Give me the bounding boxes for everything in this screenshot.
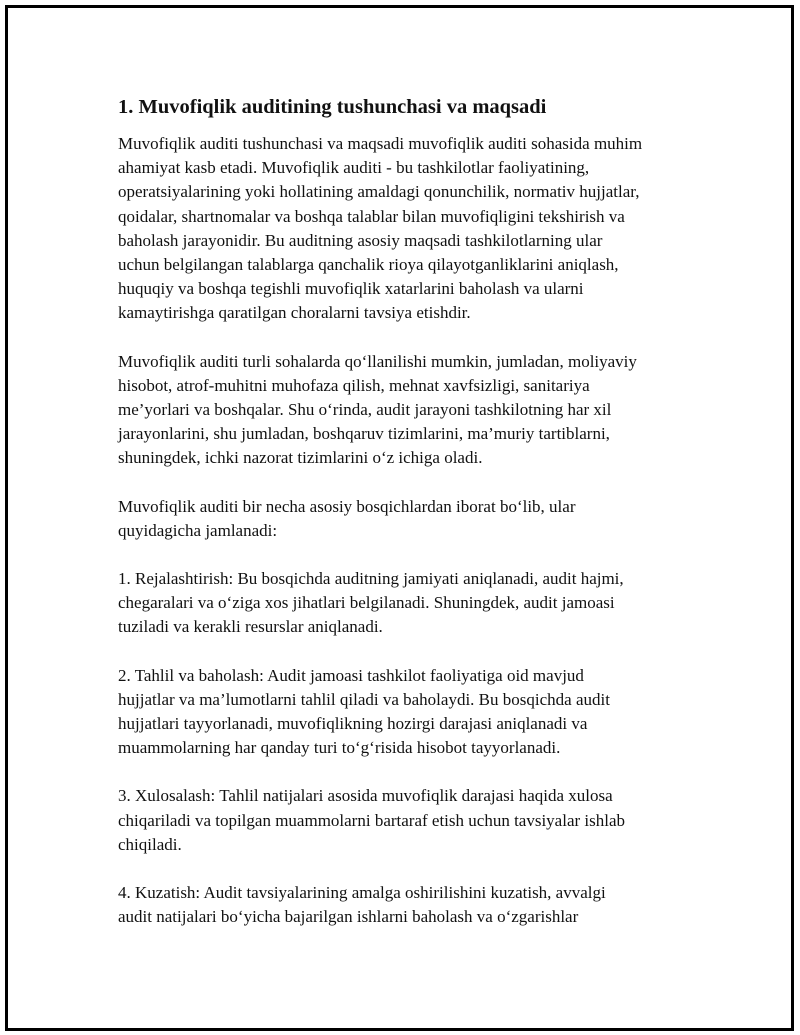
- text-line: audit natijalari bo‘yicha bajarilgan ishlarni baholash va o‘zgarishlar: [118, 907, 579, 927]
- text-line: qoidalar, shartnomalar va boshqa talablar bilan muvofiqligini tekshirish va: [118, 206, 625, 226]
- text-line: tuziladi va kerakli resurslar aniqlanadi.: [118, 617, 383, 637]
- text-line: 4. Kuzatish: Audit tavsiyalarining amalga oshirilishini kuzatish, avvalgi: [118, 883, 606, 903]
- text-line: Muvofiqlik auditi turli sohalarda qo‘llanilishi mumkin, jumladan, moliyaviy: [118, 351, 637, 371]
- text-line: hisobot, atrof-muhitni muhofaza qilish, mehnat xavfsizligi, sanitariya: [118, 375, 590, 395]
- text-line: shuningdek, ichki nazorat tizimlarini o‘z ichiga oladi.: [118, 448, 483, 468]
- list-item-planning: [118, 567, 698, 640]
- list-item-analysis: [118, 664, 698, 761]
- section-heading: 1. Muvofiqlik auditining tushunchasi va maqsadi: [118, 96, 547, 118]
- text-line: 1. Rejalashtirish: Bu bosqichda auditning jamiyati aniqlanadi, audit hajmi,: [118, 569, 624, 589]
- text-line: chegaralari va o‘ziga xos jihatlari belgilanadi. Shuningdek, audit jamoasi: [118, 593, 615, 613]
- text-line: chiqariladi va topilgan muammolarni bartaraf etish uchun tavsiyalar ishlab: [118, 810, 626, 830]
- text-line: ahamiyat kasb etadi. Muvofiqlik auditi - bu tashkilotlar faoliyatining,: [118, 158, 590, 178]
- text-line: me’yorlari va boshqalar. Shu o‘rinda, audit jarayoni tashkilotning har xil: [118, 400, 612, 420]
- paragraph-application-areas: [118, 350, 698, 471]
- text-line: Muvofiqlik auditi tushunchasi va maqsadi muvofiqlik auditi sohasida muhim: [118, 134, 643, 153]
- text-line: huquqiy va boshqa tegishli muvofiqlik xatarlarini baholash va ularni: [118, 279, 584, 299]
- text-line: quyidagicha jamlanadi:: [118, 520, 278, 540]
- text-line: operatsiyalarining yoki hollatining amaldagi qonunchilik, normativ hujjatlar,: [118, 182, 640, 202]
- text-line: jarayonlarini, shu jumladan, boshqaruv tizimlarini, ma’muriy tartiblarni,: [118, 424, 610, 444]
- text-line: uchun belgilangan talablarga qanchalik rioya qilayotganliklarini aniqlash,: [118, 255, 619, 275]
- text-line: muammolarning har qanday turi to‘g‘risida hisobot tayyorlanadi.: [118, 738, 561, 758]
- list-item-conclusion: [118, 784, 698, 857]
- text-line: kamaytirishga qaratilgan choralarni tavsiya etishdir.: [118, 303, 471, 323]
- text-line: chiqiladi.: [118, 834, 182, 854]
- text-line: baholash jarayonidir. Bu auditning asosiy maqsadi tashkilotlarning ular: [118, 230, 603, 250]
- text-line: hujjatlar va ma’lumotlarni tahlil qiladi va baholaydi. Bu bosqichda audit: [118, 689, 610, 709]
- document-body: [118, 94, 698, 953]
- paragraph-definition: [118, 132, 698, 326]
- text-line: 3. Xulosalash: Tahlil natijalari asosida muvofiqlik darajasi haqida xulosa: [118, 786, 613, 806]
- text-line: 2. Tahlil va baholash: Audit jamoasi tashkilot faoliyatiga oid mavjud: [118, 665, 584, 685]
- paragraph-stages-intro: [118, 495, 698, 543]
- text-line: hujjatlari tayyorlanadi, muvofiqlikning hozirgi darajasi aniqlanadi va: [118, 714, 588, 734]
- text-line: Muvofiqlik auditi bir necha asosiy bosqichlardan iborat bo‘lib, ular: [118, 496, 576, 516]
- list-item-monitoring: [118, 881, 698, 929]
